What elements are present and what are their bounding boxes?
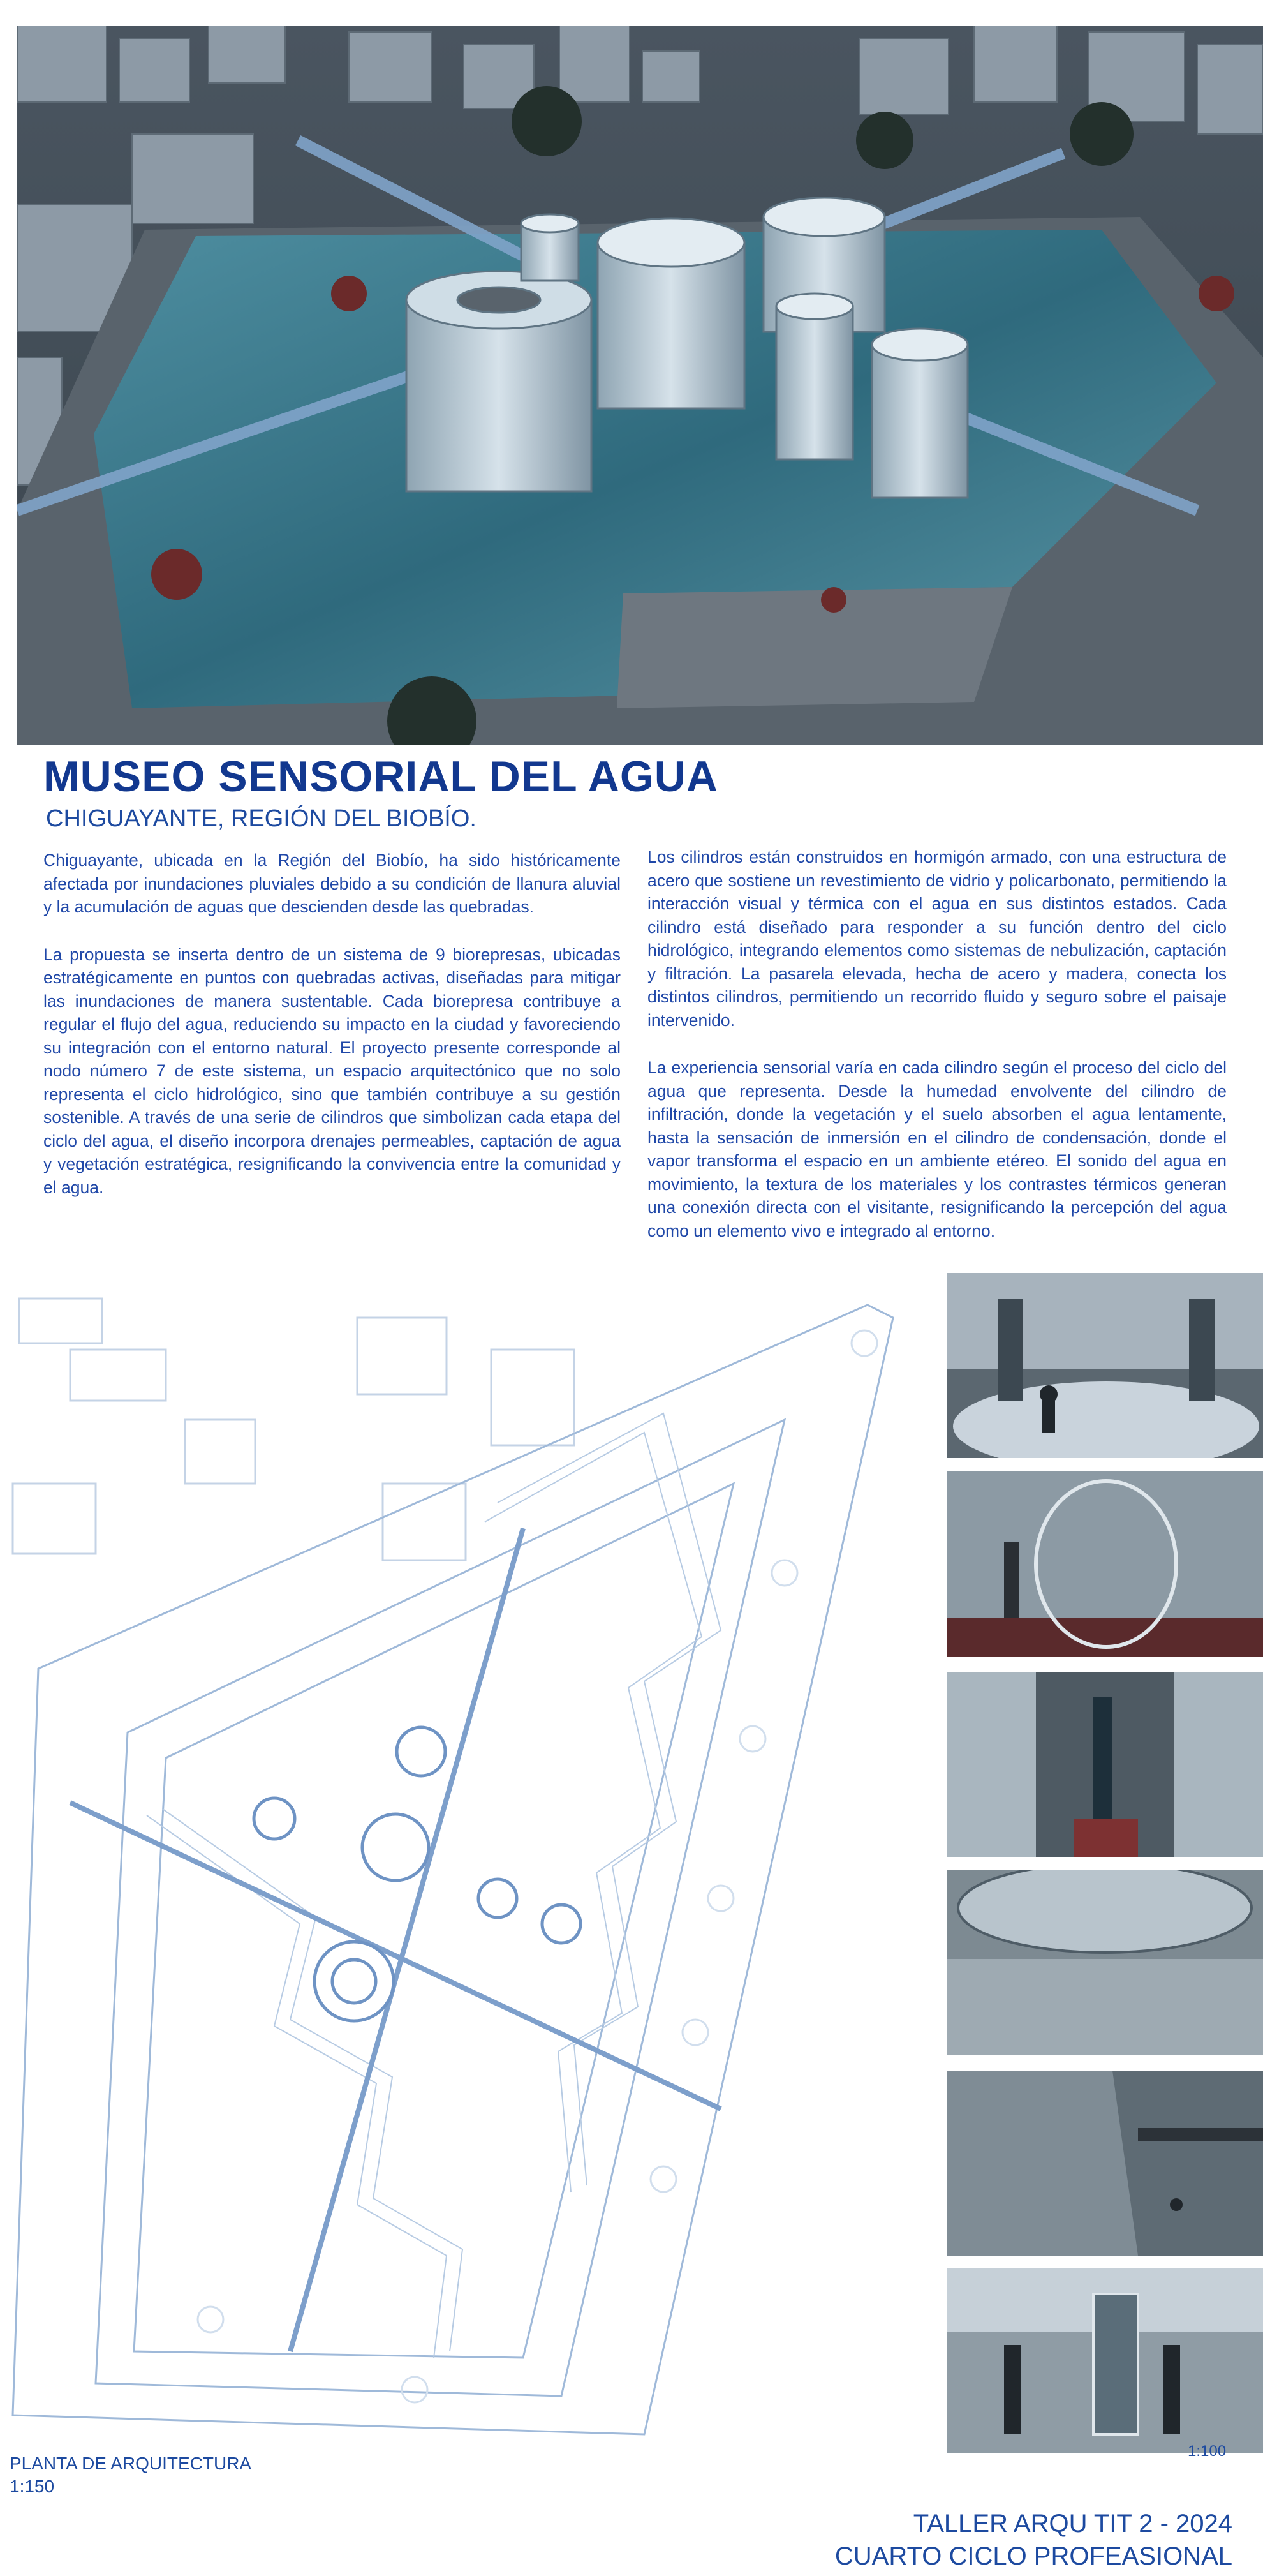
- interior-photo-5: [947, 2071, 1263, 2256]
- interior-photo-3: [947, 1672, 1263, 1857]
- scale-label: 1:100: [1188, 2443, 1227, 2460]
- page-subtitle: CHIGUAYANTE, REGIÓN DEL BIOBÍO.: [46, 805, 476, 832]
- interior-photo-4: [947, 1870, 1263, 2055]
- description-column-right: [647, 845, 1227, 1267]
- footer-course: TALLER ARQU TIT 2 - 2024: [913, 2510, 1232, 2538]
- interior-photo-6: [947, 2268, 1263, 2453]
- paragraph: La experiencia sensorial varía en cada cilindro según el proceso del ciclo del agua que representa. Desde la humedad envolvente del cilindro de infiltración, donde la vegetación y el suelo absorben el agua lentamente, hasta la sensación de inmersión en el cilindro de condensación, donde el vapor transforma el espacio en un ambiente etéreo. El sonido del agua en movimiento, la textura de los materiales y los contrastes térmicos generan una conexión directa con el visitante, resignificando la percepción del agua como un elemento vivo e integrado al entorno.: [647, 1058, 1227, 1240]
- page-title: MUSEO SENSORIAL DEL AGUA: [43, 752, 718, 801]
- paragraph: Chiguayante, ubicada en la Región del Biobío, ha sido históricamente afectada por inundaciones pluviales debido a su condición de llanura aluvial y la acumulación de aguas que descienden desde las quebradas.: [43, 851, 621, 916]
- plan-label-title: PLANTA DE ARQUITECTURA: [10, 2453, 252, 2473]
- architectural-plan-drawing: [0, 1273, 938, 2460]
- paragraph: Los cilindros están construidos en hormigón armado, con una estructura de acero que sostiene un revestimiento de vidrio y policarbonato, permitiendo la interacción visual y térmica con el agua en sus distintos estados. Cada cilindro está diseñado para responder a su función dentro del ciclo hidrológico, integrando elementos como sistemas de nebulización, captación y filtración. La pasarela elevada, hecha de acero y madera, conecta los distintos cilindros, permitiendo un recorrido fluido y seguro sobre el paisaje intervenido.: [647, 847, 1227, 1030]
- interior-photo-1: [947, 1273, 1263, 1458]
- footer-credits: [835, 2508, 1232, 2573]
- footer-cycle: CUARTO CICLO PROFEASIONAL: [834, 2542, 1232, 2570]
- plan-label: [10, 2452, 251, 2498]
- plan-scale: 1:150: [10, 2476, 55, 2496]
- description-column-left: [43, 849, 621, 1223]
- paragraph: La propuesta se inserta dentro de un sistema de 9 biorepresas, ubicadas estratégicamente en puntos con quebradas activas, diseñadas para mitigar las inundaciones de manera sustentable. Cada biorepresa contribuye a regular el flujo del agua, reduciendo su impacto en la ciudad y favoreciendo su integración con el entorno natural. El proyecto presente corresponde al nodo número 7 de este sistema, un espacio arquitectónico que no solo representa el ciclo hidrológico, sino que también contribuye a su gestión sostenible. A través de una serie de cilindros que simbolizan cada etapa del ciclo del agua, el diseño incorpora drenajes permeables, captación de agua y vegetación estratégica, resignificando la convivencia entre la comunidad y el agua.: [43, 944, 621, 1197]
- interior-photo-2: [947, 1471, 1263, 1657]
- hero-render-image: [17, 26, 1263, 745]
